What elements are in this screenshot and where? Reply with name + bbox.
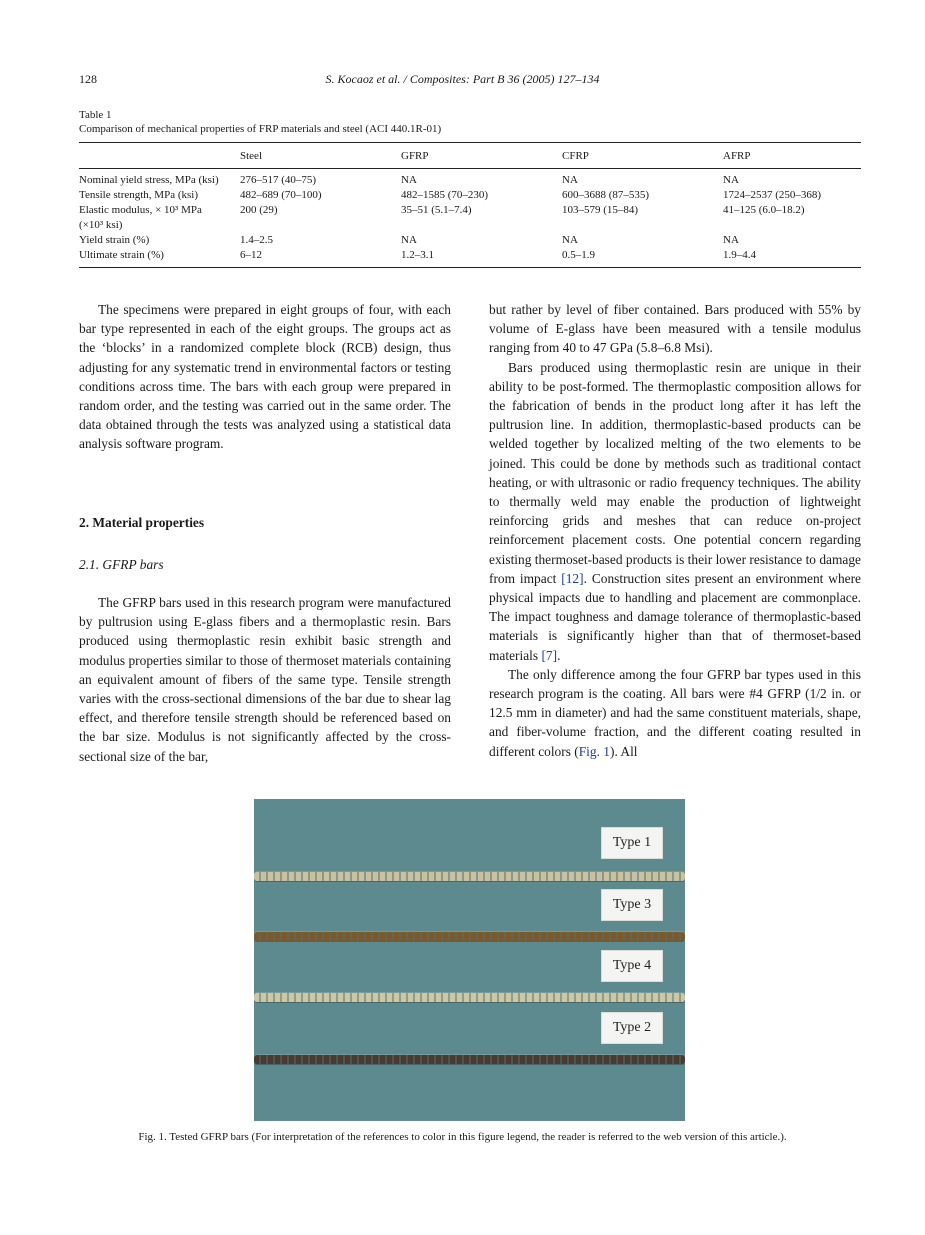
table-row: [79, 188, 861, 203]
table-cell: NA: [723, 234, 739, 246]
table-cell: NA: [562, 234, 578, 246]
table-cell: NA: [723, 174, 739, 186]
left-column: [79, 300, 451, 454]
paragraph-text: .: [557, 647, 561, 663]
table-header-cell: Steel: [240, 143, 401, 169]
paragraph-text: Bars produced using thermoplastic resin are unique in their ability to be post-formed. The thermoplastic composition allows for the fabrication of bends in the product long after it has left the pultrusion line. In addition, thermoplastic-based products can be welded together by localized melting of the two elements to be joined. This could be done by methods such as traditional contact heating, or with ultrasonic or radio frequency techniques. The ability to thermally weld may enable the production of lightweight reinforcing grids and meshes that can reduce on-project reinforcement placement costs. One potential concern regarding existing thermoset-based products is their lower resistance to damage from impact: [489, 359, 861, 586]
table-cell: 41–125 (6.0–18.2): [723, 204, 805, 216]
table-cell: 1724–2537 (250–368): [723, 189, 822, 201]
table-header-cell: [79, 143, 240, 169]
gfrp-bar-type-1: [254, 872, 685, 881]
table-header-row: [79, 143, 861, 169]
table-cell: Nominal yield stress, MPa (ksi): [79, 174, 219, 186]
page-number: 128: [79, 72, 97, 86]
gfrp-bar-type-2: [254, 1055, 685, 1064]
paragraph-text: The only difference among the four GFRP bar types used in this research program is the coating. All bars were #4 GFRP (1/2 in. or 12.5 mm in diameter) and had the same constituent materials, shape, and fiber-volume fraction, and the different coating resulted in different colors (: [489, 666, 861, 759]
table-cell: 103–579 (15–84): [562, 204, 639, 216]
table-row: [79, 233, 861, 248]
subsection-heading: 2.1. GFRP bars: [79, 557, 164, 572]
right-column: [489, 300, 861, 761]
table-row: [79, 203, 861, 233]
gfrp-bar-type-3: [254, 932, 685, 941]
table-row: [79, 248, 861, 268]
paragraph: The GFRP bars used in this research program were manufactured by pultrusion using E-glass fibers and a thermoplastic resin. Bars produced using thermoplastic resin exhibit basic strength and modulus properties similar to those of thermoset materials containing an equivalent amount of fibers of the same type. Tensile strength varies with the cross-sectional dimensions of the bar due to shear lag effect, and therefore tensile strength should be referenced based on the bar size. Modulus is not significantly affected by the cross-sectional size of the bar,: [79, 595, 451, 764]
table-cell: Ultimate strain (%): [79, 248, 240, 268]
table-cell: 1.2–3.1: [401, 248, 562, 268]
table-cell: 0.5–1.9: [562, 248, 723, 268]
paragraph: [489, 665, 861, 761]
figure-link[interactable]: Fig. 1: [578, 743, 610, 759]
table-cell: NA: [401, 234, 417, 246]
table-header-cell: CFRP: [562, 143, 723, 169]
table-header-cell: AFRP: [723, 143, 861, 169]
figure-caption: Fig. 1. Tested GFRP bars (For interpretation of the references to color in this figure legend, the reader is referred to the web version of this article.).: [138, 1131, 787, 1143]
table-cell: 600–3688 (87–535): [562, 189, 650, 201]
paragraph-text: ). All: [610, 743, 638, 759]
table-cell: 482–1585 (70–230): [401, 189, 489, 201]
table-cell: Tensile strength, MPa (ksi): [79, 189, 198, 201]
table-cell: 35–51 (5.1–7.4): [401, 204, 472, 216]
table-cell: 1.9–4.4: [723, 248, 861, 268]
type-label: Type 2: [602, 1013, 662, 1043]
properties-table: [79, 142, 861, 268]
left-column-lower: [79, 593, 451, 766]
section-heading: 2. Material properties: [79, 515, 205, 530]
table-cell: 1.4–2.5: [240, 234, 273, 246]
table-row: [79, 169, 861, 189]
type-label: Type 1: [602, 828, 662, 858]
table-cell: NA: [401, 174, 417, 186]
table-cell: 6–12: [240, 248, 401, 268]
table-label: Table 1: [79, 109, 112, 121]
table-caption: Comparison of mechanical properties of FRP materials and steel (ACI 440.1R-01): [79, 123, 442, 135]
paragraph: but rather by level of fiber contained. Bars produced with 55% by volume of E-glass have been measured with a tensile modulus ranging from 40 to 47 GPa (5.8–6.8 Msi).: [489, 302, 861, 356]
gfrp-bar-type-4: [254, 993, 685, 1002]
table-cell: 276–517 (40–75): [240, 174, 317, 186]
type-label: Type 3: [602, 890, 662, 920]
table-cell: Elastic modulus, × 10³ MPa (×10³ ksi): [79, 204, 202, 231]
table-cell: 200 (29): [240, 204, 278, 216]
reference-link-12[interactable]: [12]: [561, 570, 584, 586]
paragraph: The specimens were prepared in eight groups of four, with each bar type represented in each of the eight groups. The groups act as the ‘blocks’ in a randomized complete block (RCB) design, thus adjusting for any systematic trend in environmental factors or testing conditions across time. The bars with each group were prepared in random order, and the testing was carried out in the same order. The data obtained through the tests was analyzed using a statistical data analysis software program.: [79, 302, 451, 452]
type-label: Type 4: [602, 951, 662, 981]
gfrp-bars-photo: [254, 799, 685, 1121]
running-head: S. Kocaoz et al. / Composites: Part B 36 (2005) 127–134: [325, 72, 600, 86]
table-cell: 482–689 (70–100): [240, 189, 322, 201]
paragraph: [489, 358, 861, 665]
table-header-cell: GFRP: [401, 143, 562, 169]
table-cell: Yield strain (%): [79, 234, 150, 246]
table-cell: NA: [562, 174, 578, 186]
paragraph-text: . Construction sites present an environment where physical impacts due to handling and placement are commonplace. The impact toughness and damage tolerance of thermoplastic-based materials is significantly higher than that of thermoset-based materials: [489, 570, 861, 663]
reference-link-7[interactable]: [7]: [541, 647, 558, 663]
